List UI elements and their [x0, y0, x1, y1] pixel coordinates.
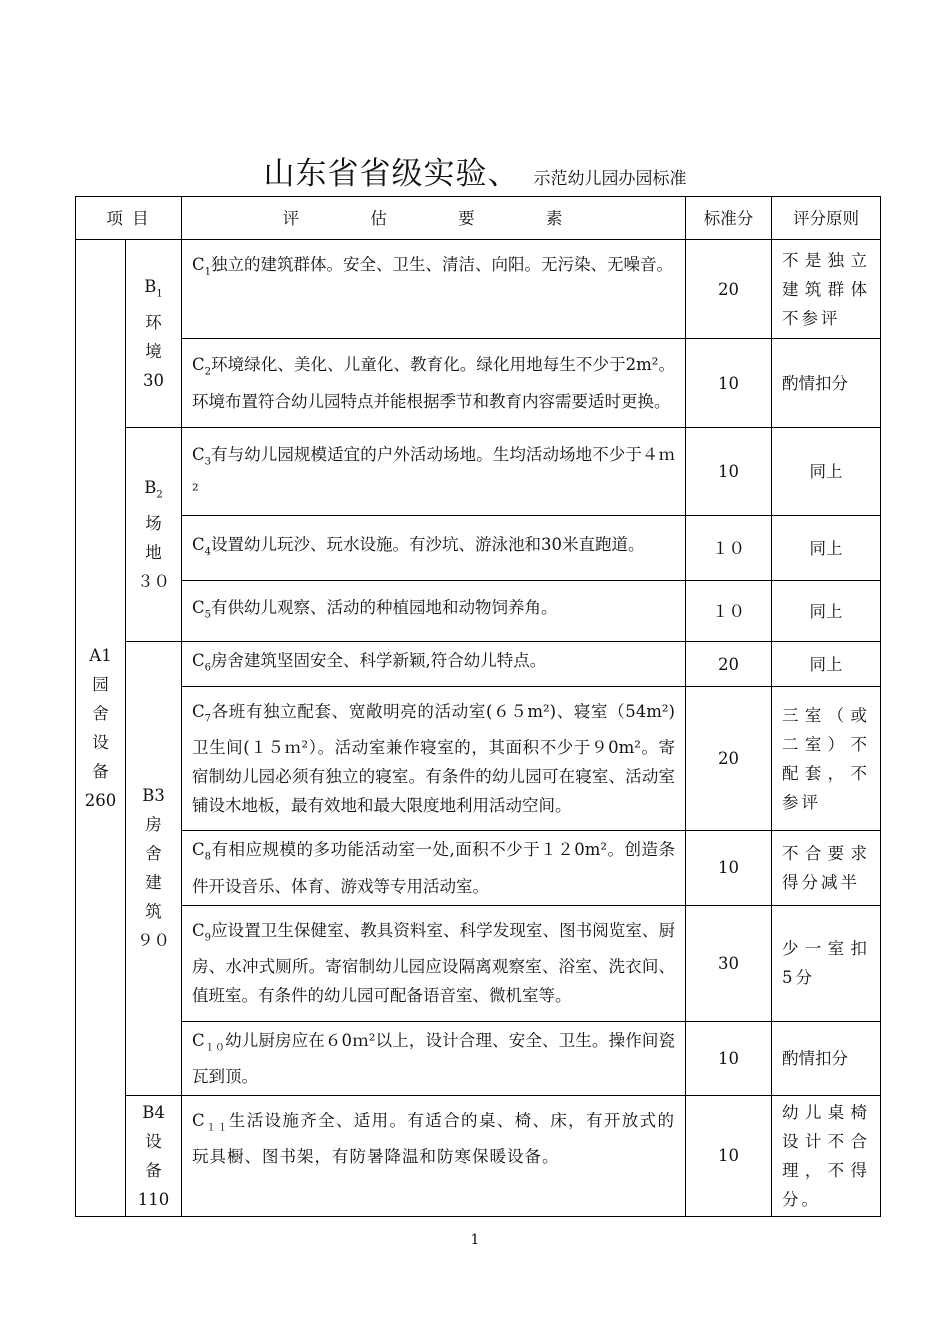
category-b-char: 舍	[145, 844, 162, 864]
category-b-char: 场	[145, 514, 162, 534]
element-code-index: 9	[204, 932, 211, 944]
element-cell	[182, 581, 686, 642]
score-cell: 20	[686, 687, 772, 831]
category-b-score: 30	[143, 371, 164, 391]
rule-cell: 酌情扣分	[772, 1021, 881, 1095]
element-code: C	[192, 534, 205, 554]
category-b-score: ３０	[137, 572, 170, 592]
rule-cell: 不合要求得分减半	[772, 831, 881, 905]
score-cell: 10	[686, 428, 772, 516]
element-code: C	[192, 651, 205, 670]
category-a-char: 备	[92, 761, 109, 781]
table-row	[76, 581, 881, 642]
category-b-char: 地	[145, 543, 162, 563]
element-cell	[182, 1021, 686, 1095]
category-b-code: B3	[142, 786, 165, 806]
header-scoring-principle: 评分原则	[772, 197, 881, 240]
table-row	[76, 642, 881, 687]
element-code-index: 7	[204, 713, 211, 725]
element-code: C	[192, 355, 205, 375]
score-cell: 20	[686, 642, 772, 687]
element-code: C	[192, 1030, 205, 1050]
category-a-char: 设	[92, 732, 109, 752]
score-cell: 10	[686, 339, 772, 428]
element-text: 房舍建筑坚固安全、科学新颖,符合幼儿特点。	[211, 651, 547, 670]
element-text: 生活设施齐全、适用。有适合的桌、椅、床，有开放式的玩具橱、图书架，有防暑降温和防寒保暖设备。	[192, 1110, 676, 1167]
rule-cell: 同上	[772, 642, 881, 687]
category-b-char: 设	[145, 1131, 162, 1151]
element-code: C	[192, 445, 205, 464]
element-code-index: 8	[204, 851, 211, 863]
category-a-cell	[76, 240, 126, 1217]
element-code: C	[192, 1110, 206, 1130]
score-cell: 10	[686, 831, 772, 905]
element-code-index: 4	[204, 546, 211, 558]
element-cell	[182, 516, 686, 581]
score-cell: １０	[686, 516, 772, 581]
rule-cell: 不是独立建筑群体不参评	[772, 240, 881, 339]
category-b-char: 筑	[145, 902, 162, 922]
element-code-index: 2	[204, 366, 211, 378]
score-cell: 10	[686, 1095, 772, 1216]
element-cell	[182, 339, 686, 428]
element-text: 各班有独立配套、宽敞明亮的活动室(６５m²)、寝室（54m²)卫生间(１５ｍ²）。活动室兼作寝室的，其面积不少于９0m²。寄宿制幼儿园必须有独立的寝室。有条件的幼儿园可在寝室、活动室铺设木地板，最有效地和最大限度地利用活动空间。	[192, 702, 675, 816]
element-text: 环境绿化、美化、儿童化、教育化。绿化用地每生不少于2m²。环境布置符合幼儿园特点并能根据季节和教育内容需要适时更换。	[192, 355, 675, 411]
category-b4-cell	[126, 1095, 182, 1216]
header-standard-score: 标准分	[686, 197, 772, 240]
element-cell	[182, 642, 686, 687]
element-cell	[182, 428, 686, 516]
rule-cell: 同上	[772, 428, 881, 516]
page-number: 1	[470, 1232, 480, 1248]
element-code-index: １０	[204, 1041, 226, 1053]
element-code: C	[192, 702, 205, 722]
table-row	[76, 1095, 881, 1216]
element-text: 设置幼儿玩沙、玩水设施。有沙坑、游泳池和30米直跑道。	[211, 534, 645, 554]
document-title	[0, 148, 950, 193]
category-b-code: B	[144, 276, 157, 296]
category-b3-cell	[126, 642, 182, 1096]
rule-cell: 幼儿桌椅设计不合理，不得分。	[772, 1095, 881, 1216]
score-cell: 20	[686, 240, 772, 339]
element-cell	[182, 687, 686, 831]
table-row	[76, 1021, 881, 1095]
element-text: 有供幼儿观察、活动的种植园地和动物饲养角。	[211, 597, 558, 617]
category-b-code: B	[144, 477, 157, 497]
table-row	[76, 428, 881, 516]
category-b2-cell	[126, 428, 182, 642]
category-b-char: 环	[145, 313, 162, 333]
table-row	[76, 339, 881, 428]
category-b-char: 房	[145, 815, 162, 835]
category-b-code: B4	[142, 1102, 165, 1122]
title-main: 山东省省级实验、	[263, 156, 520, 192]
category-a-code: A1	[89, 645, 112, 665]
element-text: 有与幼儿园规模适宜的户外活动场地。生均活动场地不少于４ｍ²	[192, 445, 675, 501]
category-b1-cell	[126, 240, 182, 428]
table-row	[76, 831, 881, 905]
table-header-row	[76, 197, 881, 240]
table-row	[76, 905, 881, 1021]
score-cell: １０	[686, 581, 772, 642]
element-text: 独立的建筑群体。安全、卫生、清洁、向阳。无污染、无噪音。	[211, 255, 673, 274]
header-item: 项 目	[76, 197, 182, 240]
element-cell	[182, 905, 686, 1021]
category-b-char: 建	[145, 873, 162, 893]
element-code-index: １１	[205, 1122, 229, 1134]
category-a-char: 舍	[92, 703, 109, 723]
title-sub: 示范幼儿园办园标准	[533, 169, 687, 189]
table-row	[76, 687, 881, 831]
element-text: 应设置卫生保健室、教具资料室、科学发现室、图书阅览室、厨房、水冲式厕所。寄宿制幼儿园应设隔离观察室、浴室、洗衣间、值班室。有条件的幼儿园可配备语音室、微机室等。	[192, 920, 675, 1006]
element-code: C	[192, 920, 205, 940]
element-cell	[182, 831, 686, 905]
category-b-char: 境	[145, 342, 162, 362]
element-code-index: 1	[204, 266, 211, 278]
element-cell	[182, 240, 686, 339]
rule-cell: 少一室扣5分	[772, 905, 881, 1021]
table-row	[76, 240, 881, 339]
element-code-index: 3	[204, 456, 211, 468]
category-a-char: 园	[92, 674, 109, 694]
element-code-index: 6	[204, 662, 211, 674]
category-a-score: 260	[84, 790, 117, 810]
header-elements: 评 估 要 素	[182, 197, 686, 240]
score-cell: 30	[686, 905, 772, 1021]
table-row	[76, 516, 881, 581]
category-b-char: 备	[145, 1160, 162, 1180]
rule-cell: 同上	[772, 581, 881, 642]
element-code-index: 5	[204, 609, 211, 621]
element-code: C	[192, 255, 205, 274]
rule-cell: 同上	[772, 516, 881, 581]
element-code: C	[192, 597, 205, 617]
rule-cell: 三室（或二室）不配套，不参评	[772, 687, 881, 831]
element-text: 幼儿厨房应在６0ｍ²以上，设计合理、安全、卫生。操作间瓷瓦到顶。	[192, 1030, 675, 1086]
element-cell	[182, 1095, 686, 1216]
category-b-score: 110	[137, 1189, 170, 1209]
category-b-sub: 1	[156, 288, 163, 300]
score-cell: 10	[686, 1021, 772, 1095]
category-b-sub: 2	[156, 489, 163, 501]
rule-cell: 酌情扣分	[772, 339, 881, 428]
category-b-score: ９０	[137, 931, 170, 951]
standards-table	[75, 196, 881, 1217]
element-text: 有相应规模的多功能活动室一处,面积不少于１２0m²。创造条件开设音乐、体育、游戏等专用活动室。	[192, 840, 675, 896]
element-code: C	[192, 840, 205, 860]
